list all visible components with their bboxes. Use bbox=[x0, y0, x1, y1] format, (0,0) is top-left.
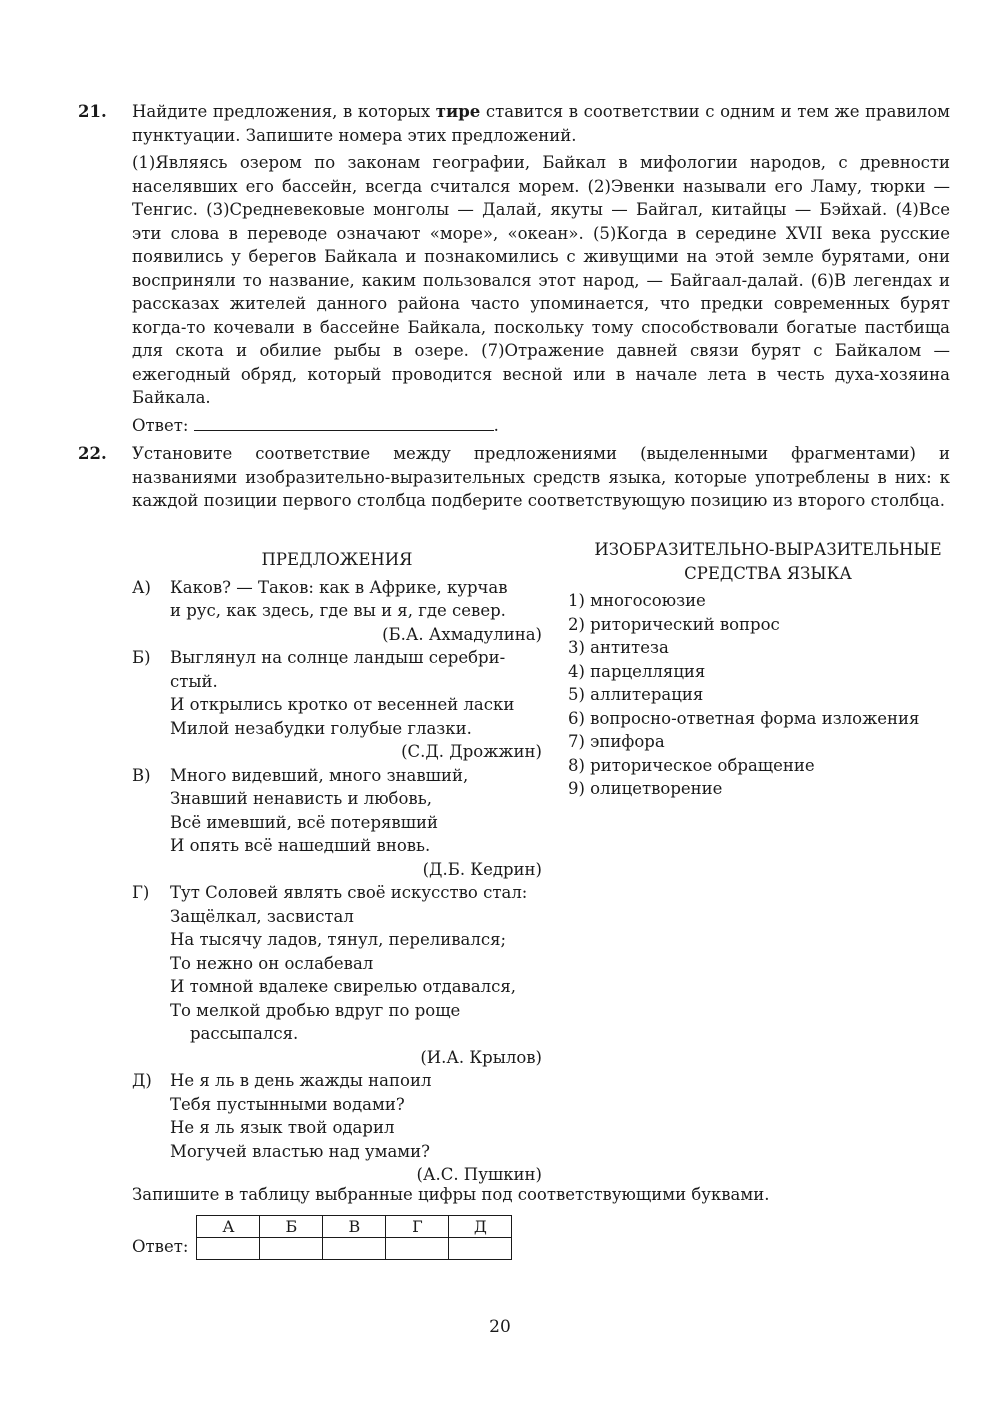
means-item: 5) аллитерация bbox=[568, 685, 704, 704]
means-column bbox=[568, 538, 968, 801]
task-21-text: (1)Являясь озером по законам географии, Байкал в мифологии народов, с древности населявших его бассейн, всегда считался морем. (2)Эвенки называли его Ламу, тюрки — Тенгис. (3)Средневековые монголы — Далай, якуты — Байгал, китайцы — Бэйхай. (4)Все эти слова в переводе означают «море», «океан». (5)Когда в середине XVII века русские появились у берегов Байкала и познакомились с живущими на этой земле бурятами, они восприняли то название, каким пользовался этот народ, — Байгаал-далай. (6)В легендах и рассказах жителей данного района часто упоминается, что предки современных бурят когда-то кочевали в бассейне Байкала, поскольку тому способствовали богатые пастбища для скота и обилие рыбы в озере. (7)Отражение давней связи бурят с Байкалом — ежегодный обряд, который проводится весной или в начале лета в честь духа-хозяина Байкала. bbox=[132, 153, 950, 407]
author: (Д.Б. Кедрин) bbox=[422, 859, 542, 879]
page-number: 20 bbox=[489, 1317, 511, 1337]
answer-cell[interactable] bbox=[197, 1238, 260, 1260]
means-header: ИЗОБРАЗИТЕЛЬНО-ВЫРАЗИТЕЛЬНЫЕ СРЕДСТВА ЯЗЫКА bbox=[594, 540, 942, 583]
answer-table-block bbox=[132, 1215, 512, 1260]
answer-field[interactable] bbox=[194, 414, 494, 431]
task-22-instruction: Установите соответствие между предложениями (выделенными фрагментами) и названиями изобразительно-выразительных средств языка, которые употреблены в них: к каждой позиции первого столбца подберите соответствующую позицию из второго столбца. bbox=[132, 444, 950, 510]
sentence-v: В) Много видевший, много знавший, Знавший ненависть и любовь, Всё имевший, всё потерявший И опять всё нашедший вновь. (Д.Б. Кедрин) bbox=[132, 764, 542, 882]
task-21-answer: Ответ: . bbox=[132, 415, 499, 435]
table-header-cell: В bbox=[323, 1216, 386, 1238]
task-21 bbox=[78, 100, 950, 437]
table-header-cell: Д bbox=[449, 1216, 512, 1238]
task-21-body bbox=[132, 100, 950, 437]
author: (А.С. Пушкин) bbox=[416, 1165, 542, 1184]
task-21-number: 21. bbox=[78, 102, 107, 121]
sentence-g: Г) Тут Соловей являть своё искусство стал: Защёлкал, засвистал На тысячу ладов, тянул, переливался; То нежно он ослабевал И томной вдалеке свирелью отдавался, То мелкой дробью вдруг по роще рассыпался. (И.А. Крылов) bbox=[132, 881, 542, 1069]
task-21-keyword: тире bbox=[435, 102, 481, 121]
answer-cell[interactable] bbox=[323, 1238, 386, 1260]
means-item: 2) риторический вопрос bbox=[568, 614, 780, 634]
answer-table bbox=[196, 1215, 512, 1260]
means-item: 4) парцелляция bbox=[568, 661, 706, 681]
answer-label: Ответ: bbox=[132, 1236, 189, 1256]
sentences-column bbox=[132, 548, 542, 1187]
means-item: 7) эпифора bbox=[568, 732, 665, 751]
means-item: 6) вопросно-ответная форма изложения bbox=[568, 708, 920, 728]
means-item: 1) многосоюзие bbox=[568, 591, 706, 610]
means-item: 3) антитеза bbox=[568, 638, 669, 657]
answer-cell[interactable] bbox=[260, 1238, 323, 1260]
answer-cell[interactable] bbox=[449, 1238, 512, 1260]
table-header-cell: Б bbox=[260, 1216, 323, 1238]
answer-cell[interactable] bbox=[386, 1238, 449, 1260]
answer-label: Ответ: bbox=[132, 415, 189, 435]
author: (С.Д. Дрожжин) bbox=[401, 742, 542, 761]
sentence-b: Б) Выглянул на солнце ландыш серебри- стый. И открылись кротко от весенней ласки Милой незабудки голубые глазки. (С.Д. Дрожжин) bbox=[132, 646, 542, 764]
sentences-header: ПРЕДЛОЖЕНИЯ bbox=[261, 550, 413, 569]
means-item: 8) риторическое обращение bbox=[568, 755, 815, 775]
author: (И.А. Крылов) bbox=[420, 1047, 542, 1067]
means-item: 9) олицетворение bbox=[568, 779, 723, 798]
sentence-d: Д) Не я ль в день жажды напоил Тебя пустынными водами? Не я ль язык твой одарил Могучей властью над умами? (А.С. Пушкин) bbox=[132, 1069, 542, 1187]
sentence-a: А) Каков? — Таков: как в Африке, курчав и рус, как здесь, где вы и я, где север. (Б.А. Ахмадулина) bbox=[132, 576, 542, 647]
task-22 bbox=[78, 442, 950, 513]
task-22-number: 22. bbox=[78, 444, 107, 463]
author: (Б.А. Ахмадулина) bbox=[382, 624, 542, 644]
table-header-cell: А bbox=[197, 1216, 260, 1238]
task-21-instruction: Найдите предложения, в которых тире ставится в соответствии с одним и тем же правилом пунктуации. Запишите номера этих предложений. bbox=[132, 102, 950, 145]
table-instruction: Запишите в таблицу выбранные цифры под соответствующими буквами. bbox=[132, 1185, 770, 1204]
table-header-cell: Г bbox=[386, 1216, 449, 1238]
